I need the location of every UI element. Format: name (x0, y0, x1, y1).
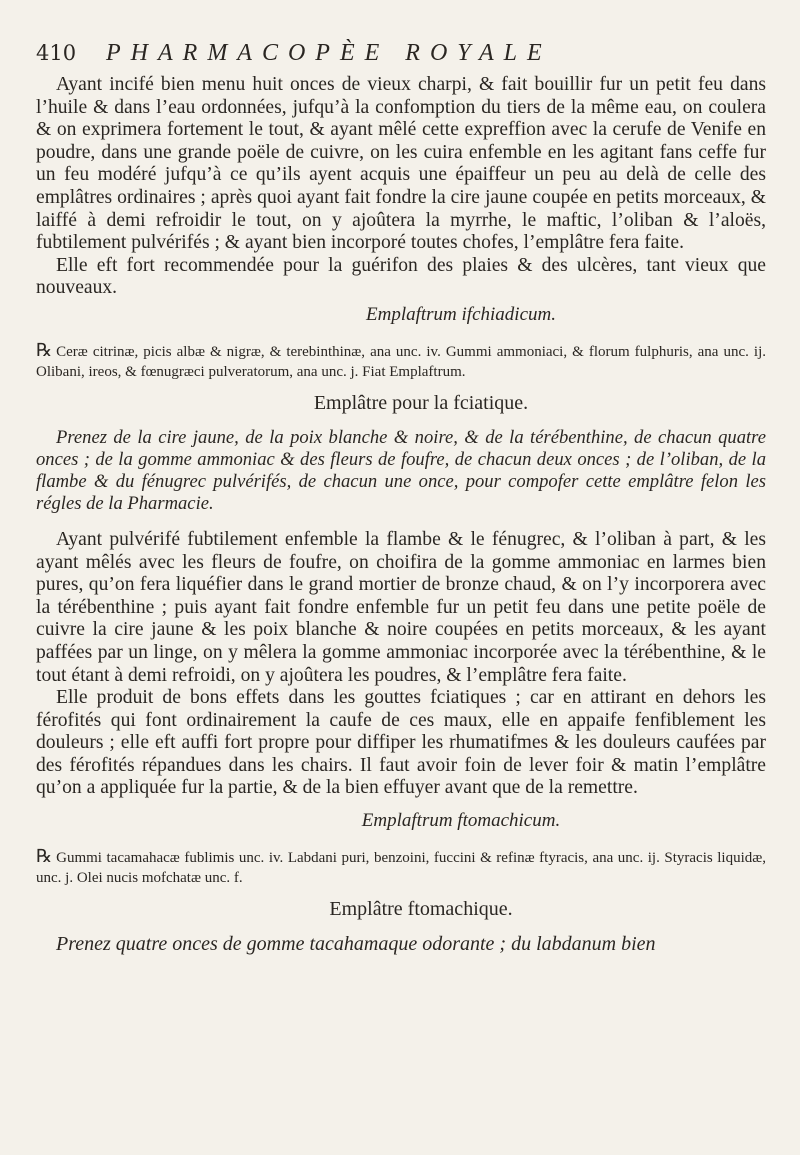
paragraph: Ayant pulvérifé fubtilement enfemble la flambe & le fénugrec, & l’oliban à part, & les ayant mêlés avec les fleurs de foufre, on choifira de la gomme ammoniac en larmes bien pures, qu’on fera liquéfier dans le grand mortier de bronze chaud, & on l’y incorporera avec la térébenthine ; puis ayant fait fondre enfemble fur un petit feu dans une petite poële de cuivre la cire jaune & les poix blanche & noire coupées en petits morceaux, & les ayant paffées par un linge, on y mêlera la gomme ammoniac incorporée avec la térébenthine, & le tout étant à demi refroidi, on y ajoûtera les poudres, & l’emplâtre fera faite. (36, 528, 766, 686)
paragraph: Ayant incifé bien menu huit onces de vieux charpi, & fait bouillir fur un petit feu dans l’huile & dans l’eau ordonnées, jufqu’à la confomption du tiers de la même eau, on coulera & on exprimera fortement le tout, & ayant mêlé cette expreffion avec la cerufe de Venife en poudre, dans une grande poële de cuivre, on les cuira enfemble en les agitant fans ceffe fur un feu modéré jufqu’à ce qu’ils ayent acquis une épaiffeur un peu au delà de celle des emplâtres ordinaires ; après quoi ayant fait fondre la cire jaune coupée en petits morceaux, & laiffé à demi refroidir le tout, on y ajoûtera la myrrhe, le maftic, l’oliban & l’aloës, fubtilement pulvérifés ; & ayant bien incorporé toutes chofes, l’emplâtre fera faite. (36, 74, 766, 254)
recipe-text: Gummi tacamahacæ fublimis unc. iv. Labdani puri, benzoini, fuccini & refinæ ftyracis, ana unc. ij. Styracis liquidæ, unc. j. Olei nucis mofchatæ unc. f. (36, 850, 766, 887)
latin-section-title: Emplaftrum ifchiadicum. (366, 303, 556, 325)
latin-recipe (36, 846, 766, 888)
latin-section-title: Emplaftrum ftomachicum. (361, 810, 561, 832)
paragraph: Elle produit de bons effets dans les gouttes fciatiques ; car en attirant en dehors les férofités qui font ordinairement la caufe de ces maux, elle en appaife fenfiblement les douleurs ; elle eft auffi fort propre pour diffiper les rhumatifmes & les douleurs caufées par des férofités répandues dans les chairs. Il faut avoir foin de lever foir & matin l’emplâtre qu’on a appliquée fur la partie, & de la bien effuyer avant que de la remettre. (36, 687, 766, 799)
paragraph: Elle eft fort recommendée pour la guérifon des plaies & des ulcères, tant vieux que nouveaux. (36, 254, 766, 299)
recipe-symbol-icon: ℞ (36, 339, 53, 360)
preparation-text (36, 529, 766, 800)
italic-instructions: Prenez de la cire jaune, de la poix blanche & noire, & de la térébenthine, de chacun quatre onces ; de la gomme ammoniac & des fleurs de foufre, de chacun deux onces ; de l’oliban, de la flambe & du fénugrec pulvérifés, de chacun une once, pour compofer cette emplâtre felon les régles de la Pharmacie. (36, 426, 766, 514)
french-section-title: Emplâtre ftomachique. (329, 898, 513, 921)
running-title: PHARMACOPÈE ROYALE (106, 40, 552, 66)
page-number: 410 (36, 41, 77, 65)
latin-recipe (36, 340, 766, 382)
recipe-symbol-icon: ℞ (36, 846, 53, 867)
opening-text (36, 74, 766, 300)
italic-continuation-line: Prenez quatre onces de gomme tacahamaque odorante ; du labdanum bien (56, 933, 656, 956)
french-section-title: Emplâtre pour la fciatique. (313, 391, 529, 414)
recipe-text: Ceræ citrinæ, picis albæ & nigræ, & terebinthinæ, ana unc. iv. Gummi ammoniaci, & florum fulphuris, ana unc. ij. Olibani, ireos, & fœnugræci pulveratorum, ana unc. j. Fiat Emplaftrum. (36, 343, 766, 380)
running-head (36, 40, 766, 74)
